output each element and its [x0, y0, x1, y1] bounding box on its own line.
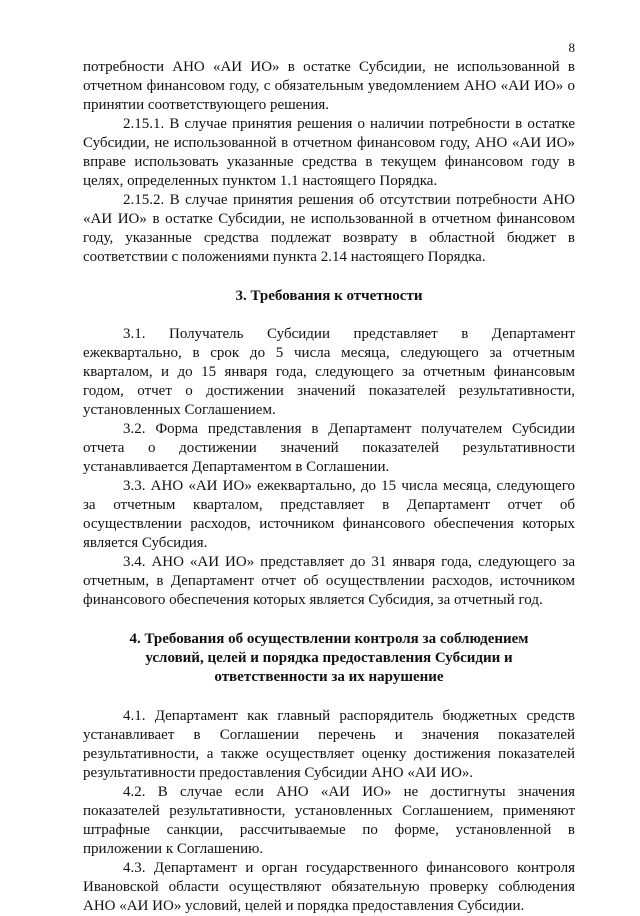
paragraph-3-3: 3.3. АНО «АИ ИО» ежеквартально, до 15 числа месяца, следующего за отчетным кварталом, представляет в Департамент отчет об осуществлении расходов, источником финансового обеспечения которых является Субсидия. — [83, 478, 575, 551]
paragraph-2-15-2: 2.15.2. В случае принятия решения об отсутствии потребности АНО «АИ ИО» в остатке Субсидии, не использованной в отчетном финансовом году, указанные средства подлежат возврату в областной бюджет в соответствии с положениями пункта 2.14 настоящего Порядка. — [83, 192, 575, 265]
paragraph-3-1: 3.1. Получатель Субсидии представляет в Департамент ежеквартально, в срок до 5 числа месяца, следующего за отчетным кварталом, и до 15 января года, следующего за отчетным финансовым годом, отчет о достижении значений показателей результативности, установленных Соглашением. — [83, 326, 575, 418]
document-body — [83, 58, 575, 916]
paragraph-3-2: 3.2. Форма представления в Департамент получателем Субсидии отчета о достижении значений показателей результативности устанавливается Департаментом в Соглашении. — [83, 421, 575, 475]
paragraph-4-3: 4.3. Департамент и орган государственного финансового контроля Ивановской области осуществляют обязательную проверку соблюдения АНО «АИ ИО» условий, целей и порядка предоставления Субсидии. — [83, 860, 575, 914]
paragraph-2-15-1: 2.15.1. В случае принятия решения о наличии потребности в остатке Субсидии, не использованной в отчетном финансовом году, АНО «АИ ИО» вправе использовать указанные средства в текущем финансовом году в целях, определенных пунктом 1.1 настоящего Порядка. — [83, 116, 575, 189]
section-4-heading-line-1: 4. Требования об осуществлении контроля за соблюдением — [129, 631, 529, 647]
paragraph-4-2: 4.2. В случае если АНО «АИ ИО» не достигнуты значения показателей результативности, установленных Соглашением, применяют штрафные санкции, рассчитываемые по форме, установленной в приложении к Соглашению. — [83, 784, 575, 857]
paragraph-4-1: 4.1. Департамент как главный распорядитель бюджетных средств устанавливает в Соглашении перечень и значения показателей результативности, а также осуществляет оценку достижения показателей результативности предоставления Субсидии АНО «АИ ИО». — [83, 708, 575, 781]
paragraph-2-15-continuation: потребности АНО «АИ ИО» в остатке Субсидии, не использованной в отчетном финансовом году, с обязательным уведомлением АНО «АИ ИО» о принятии соответствующего решения. — [83, 59, 575, 113]
section-4-heading-line-3: ответственности за их нарушение — [214, 669, 444, 685]
page-number: 8 — [568, 40, 575, 55]
section-4-heading-line-2: условий, целей и порядка предоставления Субсидии и — [145, 650, 513, 666]
section-4-heading — [83, 630, 575, 687]
section-3-heading: 3. Требования к отчетности — [235, 288, 423, 304]
paragraph-3-4: 3.4. АНО «АИ ИО» представляет до 31 января года, следующего за отчетным, в Департамент отчет об осуществлении расходов, источником финансового обеспечения которых является Субсидия, за отчетный год. — [83, 554, 575, 608]
